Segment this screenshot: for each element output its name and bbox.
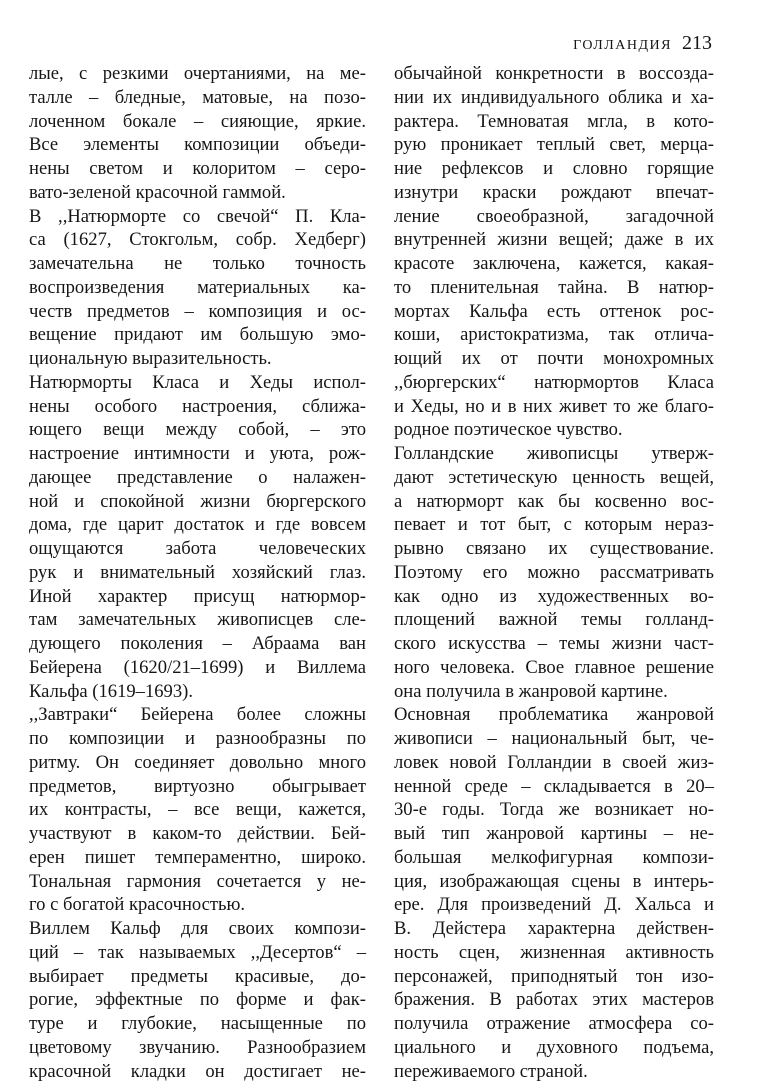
left-text-column — [29, 62, 366, 1083]
text-line: Поэтому его можно рассматривать — [394, 561, 714, 585]
text-line: коши, аристократизма, так отлича- — [394, 323, 714, 347]
text-line: рук и внимательный хозяйский глаз. — [29, 561, 366, 585]
chapter-title: ГОЛЛАНДИЯ — [573, 38, 672, 54]
text-line: Иной характер присущ натюрмор- — [29, 585, 366, 609]
text-line: нены особого настроения, сближа- — [29, 395, 366, 419]
text-line: рую проникает теплый свет, мерца- — [394, 133, 714, 157]
text-line: ловек новой Голландии в своей жиз- — [394, 751, 714, 775]
text-line: участвуют в каком-то действии. Бей- — [29, 822, 366, 846]
text-line: Основная проблематика жанровой — [394, 703, 714, 727]
text-line: ,,Завтраки“ Бейерена более сложны — [29, 703, 366, 727]
text-line: рактера. Темноватая мгла, в кото- — [394, 110, 714, 134]
text-line: ерен пишет темпераментно, широко. — [29, 846, 366, 870]
text-line: бражения. В работах этих мастеров — [394, 988, 714, 1012]
right-text-column — [394, 62, 714, 1083]
text-line: нии их индивидуального облика и ха- — [394, 86, 714, 110]
text-line: Натюрморты Класа и Хеды испол- — [29, 371, 366, 395]
text-line: предметов, виртуозно обыгрывает — [29, 775, 366, 799]
text-line: изнутри краски рождают впечат- — [394, 181, 714, 205]
text-line: ность сцен, жизненная активность — [394, 941, 714, 965]
text-line: циональную выразительность. — [29, 347, 366, 371]
text-line: дующего поколения – Абраама ван — [29, 632, 366, 656]
text-line: ние рефлексов и словно горящие — [394, 157, 714, 181]
text-line: площений важной темы голланд- — [394, 608, 714, 632]
text-line: Виллем Кальф для своих компози- — [29, 917, 366, 941]
text-line: переживаемого страной. — [394, 1060, 714, 1083]
text-line: красоте заключена, кажется, какая- — [394, 252, 714, 276]
text-line: рогие, эффектные по форме и фак- — [29, 988, 366, 1012]
text-line: по композиции и разнообразны по — [29, 727, 366, 751]
text-line: и Хеды, но и в них живет то же благо- — [394, 395, 714, 419]
text-line: ,,бюргерских“ натюрмортов Класа — [394, 371, 714, 395]
text-line: цветовому звучанию. Разнообразием — [29, 1036, 366, 1060]
text-line: красочной кладки он достигает не- — [29, 1060, 366, 1083]
text-line: туре и глубокие, насыщенные по — [29, 1012, 366, 1036]
page-number: 213 — [682, 32, 712, 55]
text-line: певает и тот быт, с которым нераз- — [394, 513, 714, 537]
text-line: ритму. Он соединяет довольно много — [29, 751, 366, 775]
text-line: а натюрморт как бы косвенно вос- — [394, 490, 714, 514]
text-line: получила отражение атмосфера со- — [394, 1012, 714, 1036]
text-line: ного человека. Свое главное решение — [394, 656, 714, 680]
text-line: ющий их от почти монохромных — [394, 347, 714, 371]
text-line: персонажей, приподнятый тон изо- — [394, 965, 714, 989]
text-line: рывно связано их существование. — [394, 537, 714, 561]
text-line: дают эстетическую ценность вещей, — [394, 466, 714, 490]
text-line: мортах Кальфа есть оттенок рос- — [394, 300, 714, 324]
text-line: то пленительная тайна. В натюр- — [394, 276, 714, 300]
text-line: живописи – национальный быт, че- — [394, 727, 714, 751]
text-line: ющего вещи между собой, – это — [29, 418, 366, 442]
text-line: Тональная гармония сочетается у не- — [29, 870, 366, 894]
text-line: дающее представление о налажен- — [29, 466, 366, 490]
text-line: вый тип жанровой картины – не- — [394, 822, 714, 846]
text-line: В. Дейстера характерна действен- — [394, 917, 714, 941]
text-line: как одно из художественных во- — [394, 585, 714, 609]
text-line: замечательна не только точность — [29, 252, 366, 276]
text-line: обычайной конкретности в воссозда- — [394, 62, 714, 86]
text-line: са (1627, Стокгольм, собр. Хедберг) — [29, 228, 366, 252]
text-line: честв предметов – композиция и ос- — [29, 300, 366, 324]
text-line: воспроизведения материальных ка- — [29, 276, 366, 300]
text-line: настроение интимности и уюта, рож- — [29, 442, 366, 466]
text-line: Бейерена (1620/21–1699) и Виллема — [29, 656, 366, 680]
text-line: лые, с резкими очертаниями, на ме- — [29, 62, 366, 86]
text-line: 30-е годы. Тогда же возникает но- — [394, 798, 714, 822]
text-line: нены светом и колоритом – серо- — [29, 157, 366, 181]
text-line: вещение придают им большую эмо- — [29, 323, 366, 347]
running-head — [573, 32, 712, 55]
text-line: ция, изображающая сцены в интерь- — [394, 870, 714, 894]
text-line: ского искусства – темы жизни част- — [394, 632, 714, 656]
text-line: Кальфа (1619–1693). — [29, 680, 366, 704]
text-line: Голландские живописцы утверж- — [394, 442, 714, 466]
text-line: ление своеобразной, загадочной — [394, 205, 714, 229]
text-line: внутренней жизни вещей; даже в их — [394, 228, 714, 252]
text-line: талле – бледные, матовые, на позо- — [29, 86, 366, 110]
text-line: Все элементы композиции объеди- — [29, 133, 366, 157]
text-line: ненной среде – складывается в 20– — [394, 775, 714, 799]
text-line: там замечательных живописцев сле- — [29, 608, 366, 632]
text-line: лоченном бокале – сияющие, яркие. — [29, 110, 366, 134]
text-line: ций – так называемых ,,Десертов“ – — [29, 941, 366, 965]
text-line: большая мелкофигурная компози- — [394, 846, 714, 870]
text-line: дома, где царит достаток и где вовсем — [29, 513, 366, 537]
text-line: В ,,Натюрморте со свечой“ П. Кла- — [29, 205, 366, 229]
text-line: вато-зеленой красочной гаммой. — [29, 181, 366, 205]
text-line: ощущаются забота человеческих — [29, 537, 366, 561]
text-line: ере. Для произведений Д. Хальса и — [394, 893, 714, 917]
text-line: она получила в жанровой картине. — [394, 680, 714, 704]
text-line: родное поэтическое чувство. — [394, 418, 714, 442]
text-line: го с богатой красочностью. — [29, 893, 366, 917]
text-line: выбирает предметы красивые, до- — [29, 965, 366, 989]
text-line: циального и духовного подъема, — [394, 1036, 714, 1060]
text-line: ной и спокойной жизни бюргерского — [29, 490, 366, 514]
text-line: их контрасты, – все вещи, кажется, — [29, 798, 366, 822]
